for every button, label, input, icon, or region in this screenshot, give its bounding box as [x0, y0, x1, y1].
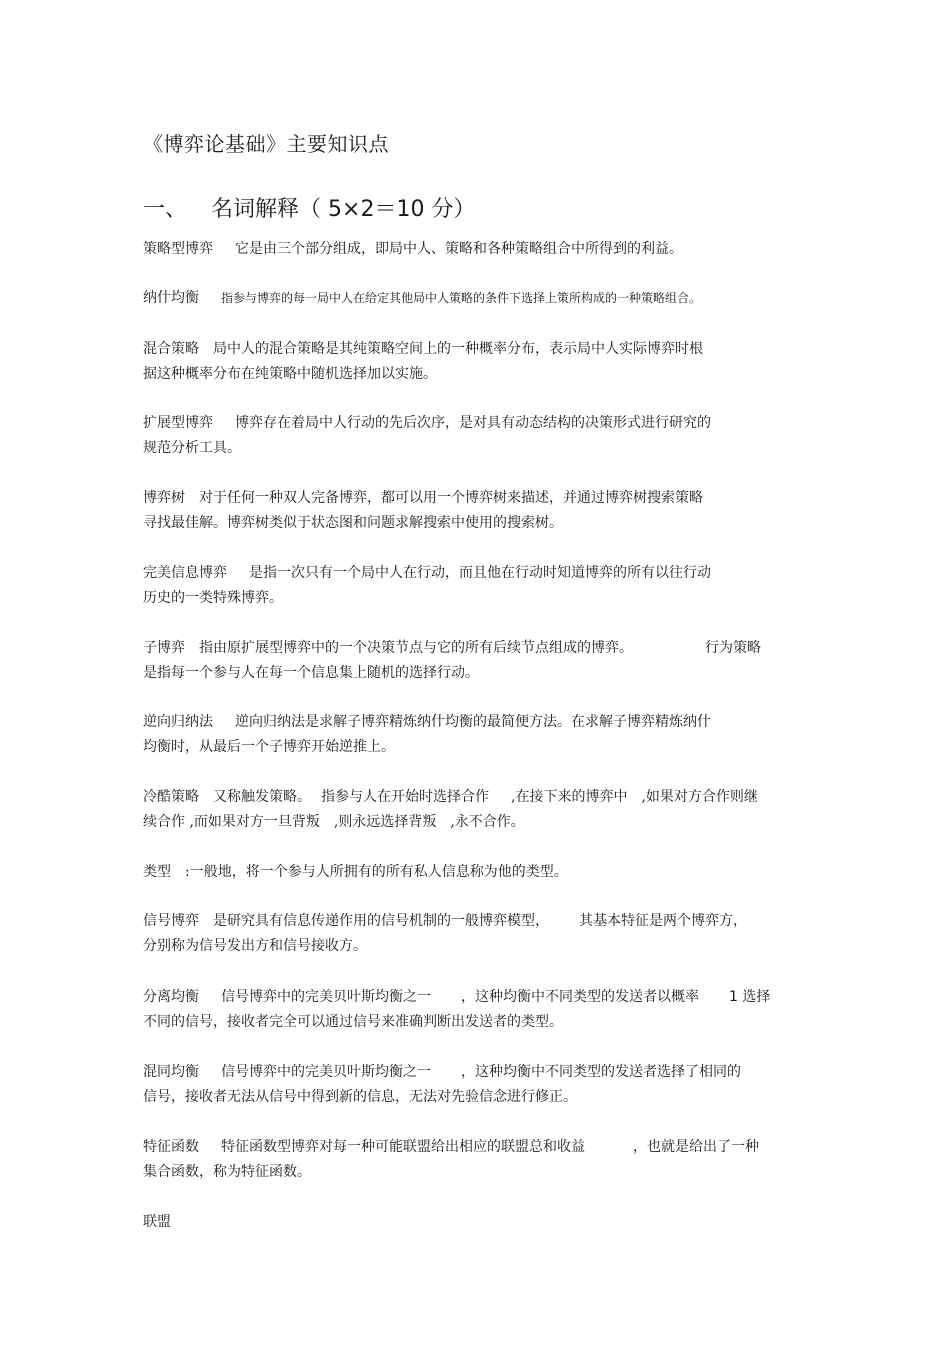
- entry-mixed-strategy: [143, 339, 703, 359]
- definition-line-tail: 其基本特征是两个博弈方，: [579, 913, 747, 929]
- document-title: 《博弈论基础》主要知识点: [143, 132, 389, 156]
- entry-perfect-information-game: [143, 563, 711, 583]
- entry-pooling-equilibrium: [143, 1062, 741, 1082]
- definition-line-tail: 选择: [742, 989, 771, 1005]
- definition-line-tail: ，这种均衡中不同类型的发送者选择了相同的: [461, 1064, 741, 1080]
- definition-line: 据这种概率分布在纯策略中随机选择加以实施。: [143, 366, 437, 382]
- definition-line: 对于任何一种双人完备博弈，都可以用一个博弈树来描述，并通过博弈树搜索策略: [199, 490, 703, 506]
- definition-part: 指参与人在开始时选择合作: [321, 789, 489, 805]
- entry-separating-equilibrium: [143, 987, 770, 1007]
- term: 分离均衡: [143, 989, 199, 1005]
- entry-coalition: [143, 1212, 171, 1232]
- definition-line: 博弈存在着局中人行动的先后次序，是对具有动态结构的决策形式进行研究的: [235, 415, 711, 431]
- definition-part: ,永不合作。: [450, 814, 525, 830]
- term: 子博弈: [143, 640, 185, 656]
- definition-line: 规范分析工具。: [143, 440, 241, 456]
- term: 策略型博弈: [143, 241, 213, 257]
- definition-line: 逆向归纳法是求解子博弈精炼纳什均衡的最简便方法。在求解子博弈精炼纳什: [235, 714, 711, 730]
- definition-number: 1: [729, 989, 738, 1005]
- section-score: 5×2＝10: [328, 197, 425, 222]
- entry-characteristic-function: [143, 1137, 759, 1157]
- definition-line: :一般地，将一个参与人所拥有的所有私人信息称为他的类型。: [185, 864, 568, 880]
- definition-line: 特征函数型博弈对每一种可能联盟给出相应的联盟总和收益: [221, 1139, 585, 1155]
- entry-signaling-game: [143, 911, 747, 931]
- definition-line: 它是由三个部分组成，即局中人、策略和各种策略组合中所得到的利益。: [235, 241, 683, 257]
- section-heading-text: 名词解释（: [211, 197, 322, 222]
- entry-grim-strategy: [143, 787, 758, 807]
- definition-line: 寻找最佳解。博弈树类似于状态图和问题求解搜索中使用的搜索树。: [143, 515, 563, 531]
- definition-line: 历史的一类特殊博弈。: [143, 590, 283, 606]
- definition-part: ,而如果对方一旦背叛: [189, 814, 320, 830]
- term: 扩展型博弈: [143, 415, 213, 431]
- term: 联盟: [143, 1214, 171, 1230]
- entry-nash-equilibrium: [143, 288, 701, 308]
- definition-line: 信号博弈中的完美贝叶斯均衡之一: [221, 1064, 431, 1080]
- section-heading: [143, 192, 475, 223]
- entry-extensive-game: [143, 413, 711, 433]
- definition-line-mid: ，这种均衡中不同类型的发送者以概率: [461, 989, 699, 1005]
- term: 信号博弈: [143, 913, 199, 929]
- definition-line: 信号博弈中的完美贝叶斯均衡之一: [221, 989, 431, 1005]
- definition-line: 均衡时，从最后一个子博弈开始逆推上。: [143, 739, 395, 755]
- term: 逆向归纳法: [143, 714, 213, 730]
- term: 纳什均衡: [143, 290, 199, 306]
- term: 博弈树: [143, 490, 185, 506]
- definition-part: ,如果对方合作则继: [641, 789, 758, 805]
- definition-line: 局中人的混合策略是其纯策略空间上的一种概率分布，表示局中人实际博弈时根: [213, 341, 703, 357]
- term: 混合策略: [143, 341, 199, 357]
- term: 类型: [143, 864, 171, 880]
- term: 特征函数: [143, 1139, 199, 1155]
- definition-part: ,则永远选择背叛: [333, 814, 437, 830]
- term: 冷酷策略: [143, 789, 199, 805]
- definition-line: 信号，接收者无法从信号中得到新的信息，无法对先验信念进行修正。: [143, 1089, 577, 1105]
- entry-type: [143, 862, 568, 882]
- entry-grim-strategy-line2: [143, 812, 525, 832]
- definition-line: 是指每一个参与人在每一个信息集上随机的选择行动。: [143, 665, 479, 681]
- term: 完美信息博弈: [143, 565, 227, 581]
- term-behavior-strategy: 行为策略: [705, 640, 761, 656]
- definition-line: 不同的信号，接收者完全可以通过信号来准确判断出发送者的类型。: [143, 1014, 563, 1030]
- definition-line: 是研究具有信息传递作用的信号机制的一般博弈模型，: [213, 913, 549, 929]
- definition-line: 指由原扩展型博弈中的一个决策节点与它的所有后续节点组成的博弈。: [199, 640, 633, 656]
- definition-part: 续合作: [143, 814, 185, 830]
- definition-part: 又称触发策略。: [213, 789, 311, 805]
- definition-line-tail: ，也就是给出了一种: [633, 1139, 759, 1155]
- definition-line: 是指一次只有一个局中人在行动，而且他在行动时知道博弈的所有以往行动: [249, 565, 711, 581]
- entry-backward-induction: [143, 712, 711, 732]
- section-number: 一、: [143, 197, 188, 222]
- definition-line: 分别称为信号发出方和信号接收方。: [143, 938, 367, 954]
- definition-line: 指参与博弈的每一局中人在给定其他局中人策略的条件下选择上策所构成的一种策略组合。: [221, 291, 702, 305]
- definition-part: ,在接下来的博弈中: [511, 789, 628, 805]
- entry-subgame: [143, 638, 761, 658]
- entry-strategic-game: [143, 239, 683, 259]
- term: 混同均衡: [143, 1064, 199, 1080]
- definition-line: 集合函数，称为特征函数。: [143, 1164, 311, 1180]
- section-heading-tail: 分）: [431, 197, 476, 222]
- entry-game-tree: [143, 488, 703, 508]
